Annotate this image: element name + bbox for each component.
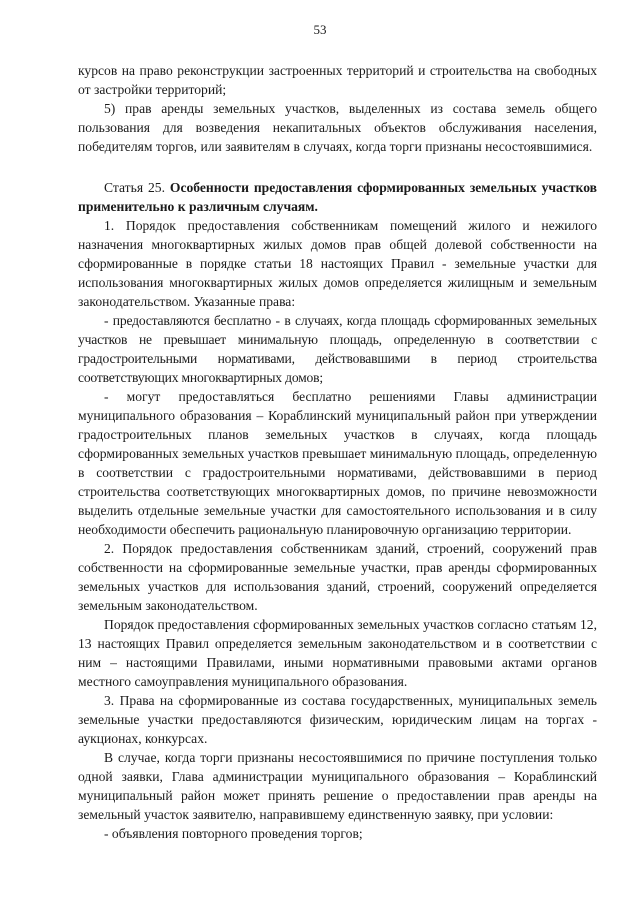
- paragraph-clause-1: 1. Порядок предоставления собственникам помещений жилого и нежилого назначения многоквартирных жилых домов прав общей долевой собственности на сформированные в порядке статьи 18 настоящих Правил - земельные участки для использования многоквартирных жилых домов определяется жилищным и земельным законодательством. Указанные права:: [78, 218, 597, 309]
- article-title: Особенности предоставления сформированных земельных участков применительно к различным случаям.: [78, 180, 597, 214]
- paragraph-clause-2: 2. Порядок предоставления собственникам зданий, строений, сооружений прав собственности на сформированные земельные участки, прав аренды сформированных земельных участков для использования зданий, строений, сооружений определяется земельным законодательством.: [78, 541, 597, 613]
- paragraph-clause-3: 3. Права на сформированные из состава государственных, муниципальных земель земельные участки предоставляются физическим, юридическим лицам на торгах - аукционах, конкурсах.: [78, 693, 597, 746]
- document-body: [78, 61, 597, 843]
- paragraph-dash-may: - могут предоставляться бесплатно решениями Главы администрации муниципального образования – Кораблинский муниципальный район при утверждении градостроительных планов земельных участков в случаях, когда площадь сформированных земельных участков превышает минимальную площадь, определенную в соответствии с градостроительными нормативами, действовавшими в период строительства соответствующих многоквартирных домов, по причине невозможности выделить отдельные земельные участки для самостоятельного использования и в силу необходимости обеспечить рациональную планировочную организацию территории.: [78, 389, 597, 537]
- paragraph-procedure: Порядок предоставления сформированных земельных участков согласно статьям 12, 13 настоящих Правил определяется земельным законодательством и в соответствии с ним – настоящими Правилами, иными нормативными правовыми актами органов местного самоуправления муниципального образования.: [78, 617, 597, 689]
- paragraph-continuation: курсов на право реконструкции застроенных территорий и строительства на свободных от застройки территорий;: [78, 63, 597, 97]
- page-number: 53: [313, 22, 327, 37]
- paragraph-dash-repeat: - объявления повторного проведения торгов;: [104, 826, 363, 841]
- paragraph-dash-free: - предоставляются бесплатно - в случаях, когда площадь сформированных земельных участков не превышает минимальную площадь, определенную в соответствии с градостроительными нормативами, действовавшими в период строительства соответствующих многоквартирных домов;: [78, 313, 597, 385]
- article-label: Статья 25.: [104, 180, 165, 195]
- article-heading: [78, 178, 597, 216]
- paragraph-item-5: 5) прав аренды земельных участков, выделенных из состава земель общего пользования для возведения некапитальных объектов обслуживания населения, победителям торгов, или заявителям в случаях, когда торги признаны несостоявшимися.: [78, 101, 597, 154]
- paragraph-single-bid: В случае, когда торги признаны несостоявшимися по причине поступления только одной заявки, Глава администрации муниципального образования – Кораблинский муниципальный район может принять решение о предоставлении прав аренды на земельный участок заявителю, направившему единственную заявку, при условии:: [78, 750, 597, 822]
